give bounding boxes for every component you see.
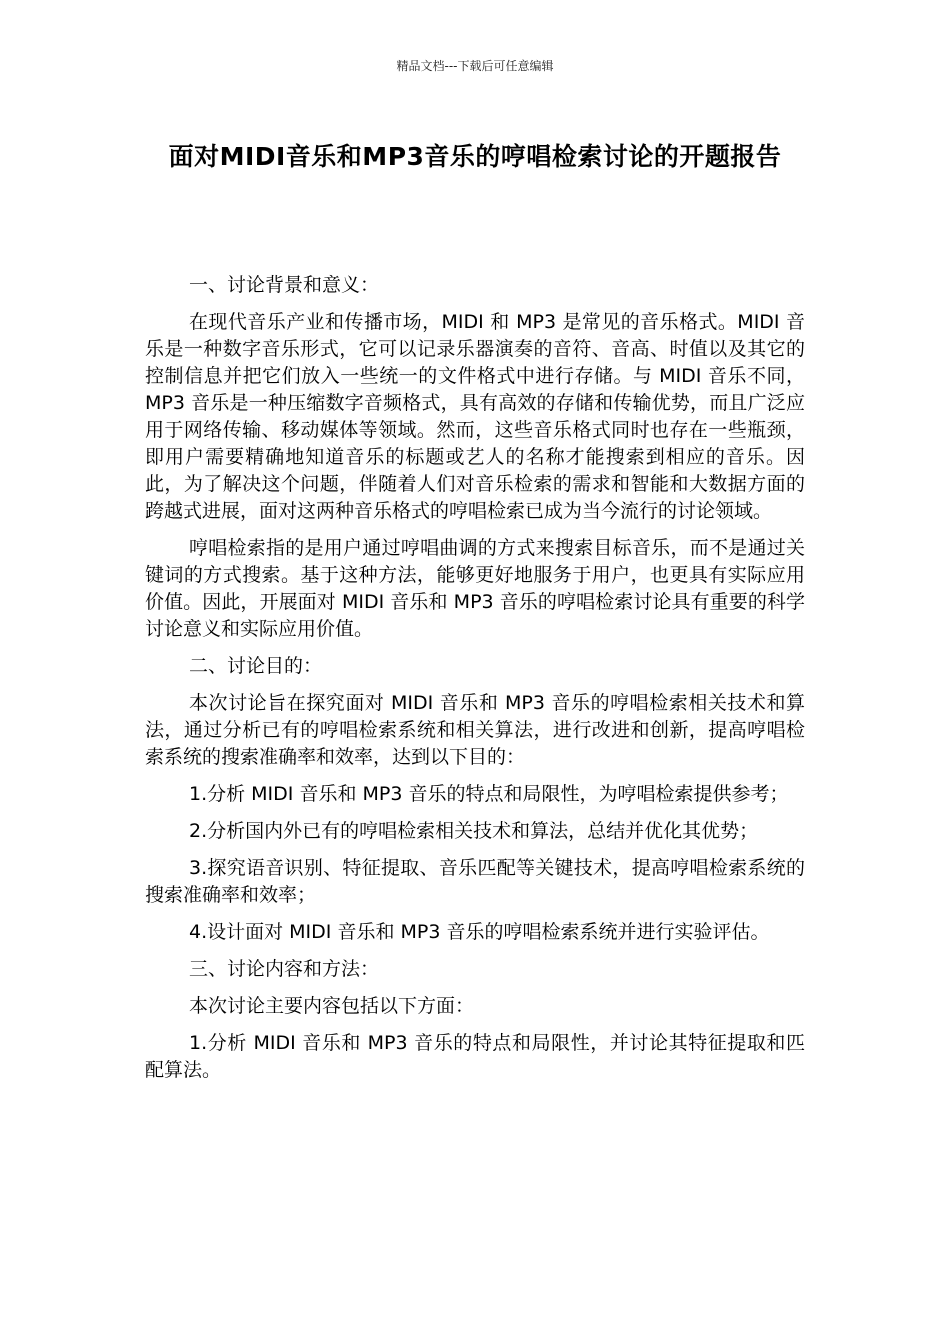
section-heading-background: 一、讨论背景和意义： [189, 274, 380, 296]
list-item-purpose-2: 2.分析国内外已有的哼唱检索相关技术和算法，总结并优化其优势； [189, 820, 759, 842]
paragraph-background: 在现代音乐产业和传播市场，MIDI 和 MP3 是常见的音乐格式。MIDI 音乐是一种数字音乐形式，它可以记录乐器演奏的音符、音高、时值以及其它的控制信息并把它们放入一些统一的文件格式中进行存储。与 MIDI 音乐不同，MP3 音乐是一种压缩数字音频格式，具有高效的存储和传输优势，而且广泛应用于网络传输、移动媒体等领域。然而，这些音乐格式同时也存在一些瓶颈，即用户需要精确地知道音乐的标题或艺人的名称才能搜索到相应的音乐。因此，为了解决这个问题，伴随着人们对音乐检索的需求和智能和大数据方面的跨越式进展，面对这两种音乐格式的哼唱检索已成为当今流行的讨论领域。 [145, 311, 805, 522]
section-heading-purpose: 二、讨论目的： [189, 655, 323, 677]
section-heading-content: 三、讨论内容和方法： [189, 958, 380, 980]
header-note: 精品文档---下载后可任意编辑 [396, 59, 554, 73]
paragraph-purpose: 本次讨论旨在探究面对 MIDI 音乐和 MP3 音乐的哼唱检索相关技术和算法，通过分析已有的哼唱检索系统和相关算法，进行改进和创新，提高哼唱检索系统的搜索准确率和效率，达到以下目的： [145, 692, 805, 768]
paragraph-humming-retrieval: 哼唱检索指的是用户通过哼唱曲调的方式来搜索目标音乐，而不是通过关键词的方式搜索。基于这种方法，能够更好地服务于用户，也更具有实际应用价值。因此，开展面对 MIDI 音乐和 MP3 音乐的哼唱检索讨论具有重要的科学讨论意义和实际应用价值。 [145, 537, 805, 640]
list-item-purpose-3: 3.探究语音识别、特征提取、音乐匹配等关键技术，提高哼唱检索系统的搜索准确率和效率； [145, 857, 805, 906]
list-item-purpose-4: 4.设计面对 MIDI 音乐和 MP3 音乐的哼唱检索系统并进行实验评估。 [189, 921, 770, 943]
list-item-purpose-1: 1.分析 MIDI 音乐和 MP3 音乐的特点和局限性，为哼唱检索提供参考； [189, 783, 789, 805]
list-item-content-1: 1.分析 MIDI 音乐和 MP3 音乐的特点和局限性，并讨论其特征提取和匹配算法。 [145, 1032, 805, 1081]
paragraph-content-intro: 本次讨论主要内容包括以下方面： [189, 995, 475, 1017]
document-body [145, 272, 805, 1094]
document-title: 面对MIDI音乐和MP3音乐的哼唱检索讨论的开题报告 [168, 142, 782, 171]
